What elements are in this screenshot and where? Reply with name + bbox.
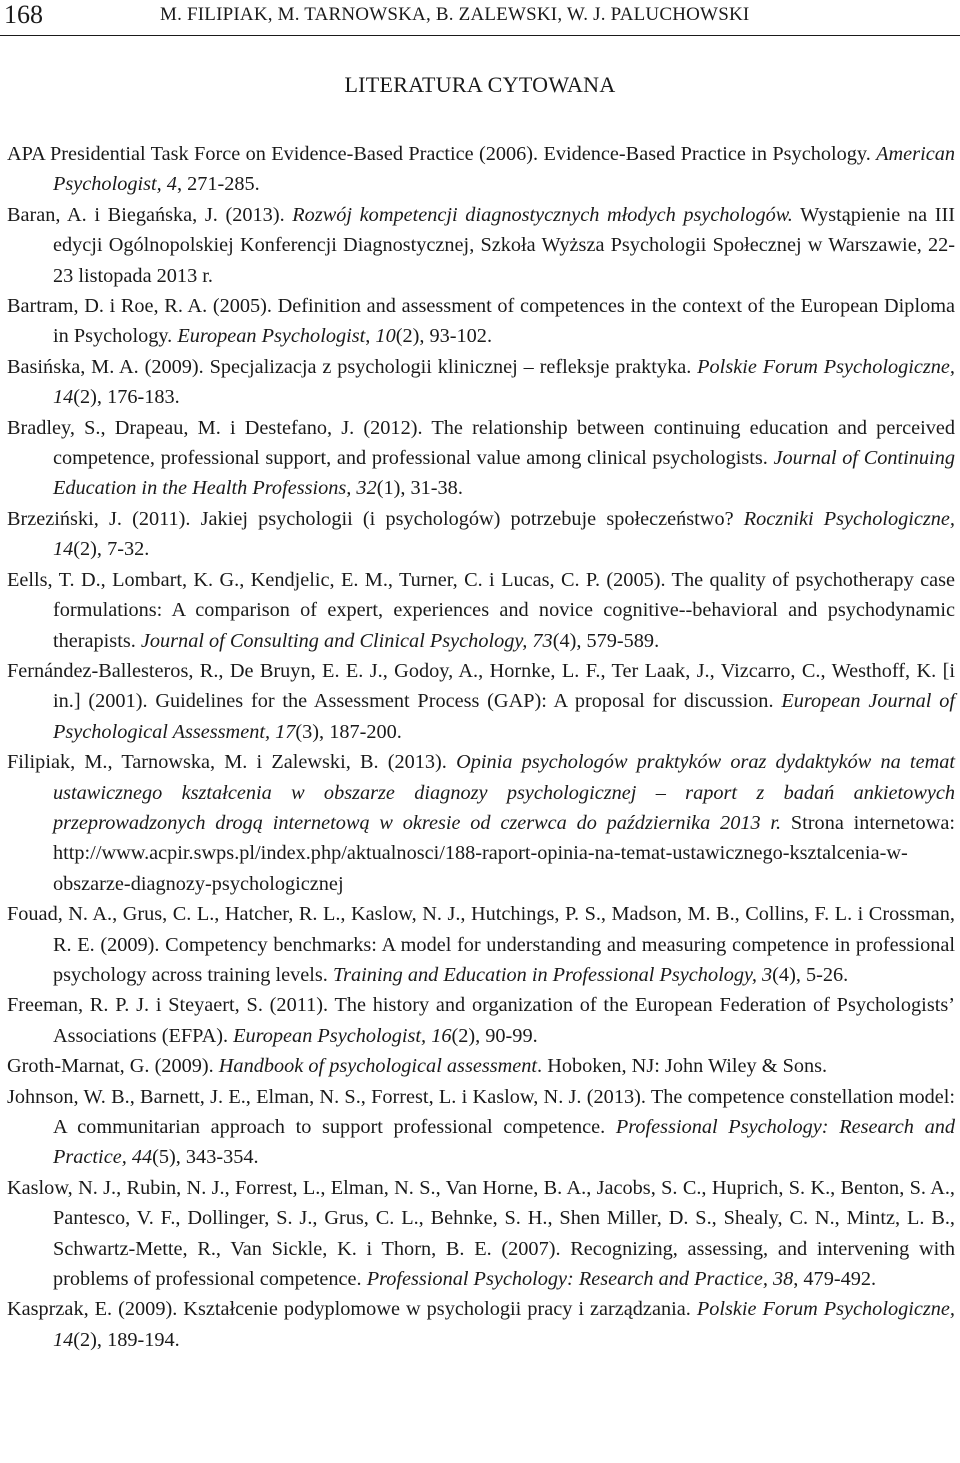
reference-list [7,139,955,1355]
reference-text: Basińska, M. A. (2009). Specjalizacja z psychologii klinicznej – refleksje praktyka. [7,355,698,378]
reference-italic-text: 10 [375,325,396,348]
reference-text: (2), 93-102. [395,325,493,348]
reference-text: APA Presidential Task Force on Evidence-Based Practice (2006). Evidence-Based Practice in Psychology. [7,143,877,165]
reference-italic-text: Handbook of psychological assessment [218,1055,538,1078]
reference-text: Bradley, S., Drapeau, M. i Destefano, J. (2012). The relationship between continuing education and perceived competence, professional support, and professional value among clinical psychologists. [7,416,955,470]
reference-entry [7,139,955,200]
reference-entry [7,352,955,413]
reference-entry [7,565,955,656]
reference-italic-text: Journal of Continuing Education in the Health Professions, 32 [53,447,955,500]
reference-entry [7,990,955,1051]
page-number: 168 [4,0,43,29]
reference-text: (3), 187-200. [295,720,402,743]
reference-entry [7,1051,955,1081]
reference-text: (2), 90-99. [451,1024,538,1047]
reference-text: Bartram, D. i Roe, R. A. (2005). Definition and assessment of competences in the context of the European Diploma in Psychology. [7,295,955,348]
reference-text: Wystąpienie na III edycji Ogólnopolskiej Konferencji Diagnostycznej, Szkoła Wyższa Psychologii Społecznej w Warszawie, 22-23 listopada 2013 r. [53,203,955,287]
reference-text: (2), 7-32. [73,538,150,561]
reference-entry [7,899,955,990]
reference-text: Kasprzak, E. (2009). Kształcenie podyplomowe w psychologii pracy i zarządzania. [7,1298,697,1321]
reference-text: Fouad, N. A., Grus, C. L., Hatcher, R. L., Kaslow, N. J., Hutchings, P. S., Madson, M. B., Collins, F. L. i Crossman, R. E. (2009). Competency benchmarks: A model for understanding and measuring competence in professional psychology across training levels. [7,903,955,986]
reference-text: Fernández-Ballesteros, R., De Bruyn, E. E. J., Godoy, A., Hornke, L. F., Ter Laak, J., Vizcarro, C., Westhoff, K. [i in.] (2001). Guidelines for the Assessment Process (GAP): A proposal for discussion. [7,659,955,713]
reference-entry [7,200,955,291]
reference-text: , 271-285. [176,173,260,196]
running-head: M. FILIPIAK, M. TARNOWSKA, B. ZALEWSKI, W. J. PALUCHOWSKI [160,4,750,25]
reference-italic-text: Professional Psychology: Research and Practice, 38 [366,1268,794,1291]
reference-text: Eells, T. D., Lombart, K. G., Kendjelic, E. M., Turner, C. i Lucas, C. P. (2005). The quality of psychotherapy case formulations: A comparison of expert, experiences and novice cognitive--behavioral and psychodynamic therapists. [7,568,955,652]
reference-italic-text: Training and Education in Professional Psychology, 3 [332,963,773,986]
reference-text: (5), 343-354. [152,1146,259,1169]
reference-text: Baran, A. i Biegańska, J. (2013). [7,203,293,226]
reference-text: Freeman, R. P. J. i Steyaert, S. (2011). The history and organization of the European Federation of Psychologists’ Associations (EFPA). [7,994,955,1047]
reference-text: (2), 189-194. [73,1328,180,1351]
reference-text: Filipiak, M., Tarnowska, M. i Zalewski, B. (2013). [7,751,457,774]
reference-entry [7,291,955,352]
reference-text: , [365,325,376,348]
reference-entry [7,1294,955,1355]
reference-italic-text: Journal of Consulting and Clinical Psychology, 73 [140,629,553,652]
reference-entry [7,1173,955,1295]
reference-text: (1), 31-38. [376,477,463,500]
header-rule [0,35,960,36]
reference-italic-text: European Psychologist, 16 [233,1024,452,1047]
page-header [0,0,960,34]
reference-entry [7,747,955,899]
reference-text: (4), 5-26. [772,963,849,986]
reference-text: , 479-492. [793,1268,877,1291]
reference-entry [7,413,955,504]
reference-italic-text: Polskie Forum Psychologiczne, 14 [53,355,955,409]
reference-text: (4), 579-589. [552,629,660,652]
reference-text: Groth-Marnat, G. (2009). [7,1055,219,1078]
reference-italic-text: European Psychologist [177,325,366,348]
reference-italic-text: European Journal of Psychological Assessment, 17 [53,690,955,743]
reference-italic-text: Rozwój kompetencji diagnostycznych młodych psychologów. [292,203,793,226]
reference-entry [7,504,955,565]
reference-italic-text: Professional Psychology: Research and Practice, 44 [53,1116,955,1169]
reference-text: (2), 176-183. [73,386,180,409]
reference-italic-text: Roczniki Psychologiczne, 14 [53,507,955,561]
reference-text: Johnson, W. B., Barnett, J. E., Elman, N. S., Forrest, L. i Kaslow, N. J. (2013). The competence constellation model: A communitarian approach to support professional competence. [7,1085,955,1138]
reference-italic-text: Polskie Forum Psychologiczne, 14 [53,1298,955,1351]
reference-text: Strona internetowa: http://www.acpir.swps.pl/index.php/aktualnosci/188-raport-opinia-na-temat-ustawicznego-ksztalcenia-w-obszarze-diagnozy-psychologicznej [53,811,955,895]
reference-text: . Hoboken, NJ: John Wiley & Sons. [537,1055,828,1078]
reference-italic-text: American Psychologist, 4 [53,143,955,196]
reference-italic-text: Opinia psychologów praktyków oraz dydaktyków na temat ustawicznego kształcenia w obszarze diagnozy psychologicznej – raport z badań ankietowych przeprowadzonych drogą internetową w okresie od czerwca do października 2013 r. [53,751,955,834]
reference-entry [7,1082,955,1173]
section-title: LITERATURA CYTOWANA [344,72,616,97]
reference-text: Brzeziński, J. (2011). Jakiej psychologii (i psychologów) potrzebuje społeczeństwo? [7,507,744,530]
reference-entry [7,656,955,747]
reference-text: Kaslow, N. J., Rubin, N. J., Forrest, L., Elman, N. S., Van Horne, B. A., Jacobs, S. C., Huprich, S. K., Benton, S. A., Pantesco, V. F., Dollinger, S. J., Grus, C. L., Behnke, S. H., Shen Miller, D. S., Shealy, C. N., Mintz, L. B., Schwartz-Mette, R., Van Sickle, K. i Thorn, B. E. (2007). Recognizing, assessing, and intervening with problems of professional competence. [7,1176,955,1291]
